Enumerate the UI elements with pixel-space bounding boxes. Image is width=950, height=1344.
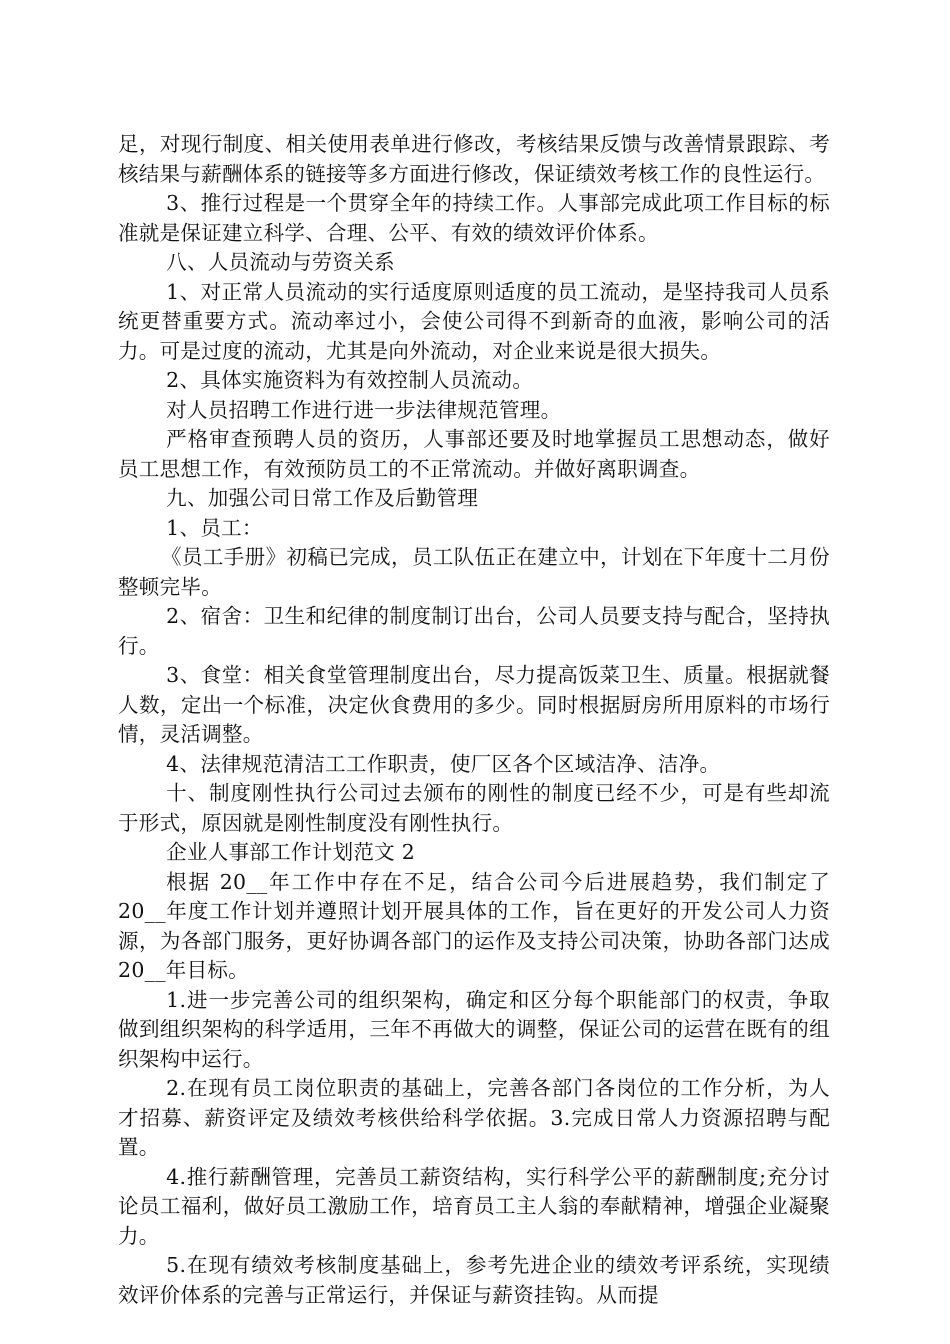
paragraph: 《员工手册》初稿已完成，员工队伍正在建立中，计划在下年度十二月份整顿完毕。 [118, 545, 830, 599]
paragraph: 1.进一步完善公司的组织架构，确定和区分每个职能部门的权责，争取做到组织架构的科学适用，三年不再做大的调整，保证公司的运营在既有的组织架构中运行。 [118, 987, 830, 1071]
section-heading: 十、制度刚性执行公司过去颁布的刚性的制度已经不少，可是有些却流于形式，原因就是刚性制度没有刚性执行。 [118, 781, 830, 835]
paragraph: 3、推行过程是一个贯穿全年的持续工作。人事部完成此项工作目标的标准就是保证建立科学、合理、公平、有效的绩效评价体系。 [118, 191, 830, 245]
paragraph: 对人员招聘工作进行进一步法律规范管理。 [166, 397, 562, 422]
paragraph: 2、具体实施资料为有效控制人员流动。 [166, 368, 534, 392]
section-heading: 九、加强公司日常工作及后勤管理 [166, 486, 479, 510]
section-heading: 八、人员流动与劳资关系 [166, 250, 395, 274]
paragraph: 1、员工： [166, 515, 263, 540]
paragraph: 5.在现有绩效考核制度基础上，参考先进企业的绩效考评系统，实现绩效评价体系的完善与正常运行，并保证与薪资挂钩。从而提 [118, 1253, 830, 1307]
paragraph: 严格审查预聘人员的资历，人事部还要及时地掌握员工思想动态，做好员工思想工作，有效预防员工的不正常流动。并做好离职调查。 [118, 427, 830, 481]
paragraph: 2、宿舍：卫生和纪律的制度制订出台，公司人员要支持与配合，坚持执行。 [118, 604, 830, 658]
paragraph: 2.在现有员工岗位职责的基础上，完善各部门各岗位的工作分析，为人才招募、薪资评定及绩效考核供给科学依据。3.完成日常人力资源招聘与配置。 [118, 1076, 830, 1159]
document-body [118, 130, 830, 1310]
document-subtitle: 企业人事部工作计划范文 2 [166, 840, 416, 864]
paragraph: 足，对现行制度、相关使用表单进行修改，考核结果反馈与改善情景跟踪、考核结果与薪酬体系的链接等多方面进行修改，保证绩效考核工作的良性运行。 [118, 132, 830, 186]
paragraph: 4.推行薪酬管理，完善员工薪资结构，实行科学公平的薪酬制度;充分讨论员工福利，做好员工激励工作，培育员工主人翁的奉献精神，增强企业凝聚力。 [118, 1164, 830, 1248]
paragraph: 4、法律规范清洁工工作职责，使厂区各个区域洁净、洁净。 [166, 751, 721, 776]
paragraph: 3、食堂：相关食堂管理制度出台，尽力提高饭菜卫生、质量。根据就餐人数，定出一个标准，决定伙食费用的多少。同时根据厨房所用原料的市场行情，灵活调整。 [118, 663, 830, 746]
paragraph: 1、对正常人员流动的实行适度原则适度的员工流动，是坚持我司人员系统更替重要方式。流动率过小，会使公司得不到新奇的血液，影响公司的活力。可是过度的流动，尤其是向外流动，对企业来说是很大损失。 [118, 279, 830, 363]
paragraph: 根据 20__年工作中存在不足，结合公司今后进展趋势，我们制定了 20__年度工作计划并遵照计划开展具体的工作，旨在更好的开发公司人力资源，为各部门服务，更好协调各部门的运作及支持公司决策，协助各部门达成 20__年目标。 [118, 869, 830, 982]
